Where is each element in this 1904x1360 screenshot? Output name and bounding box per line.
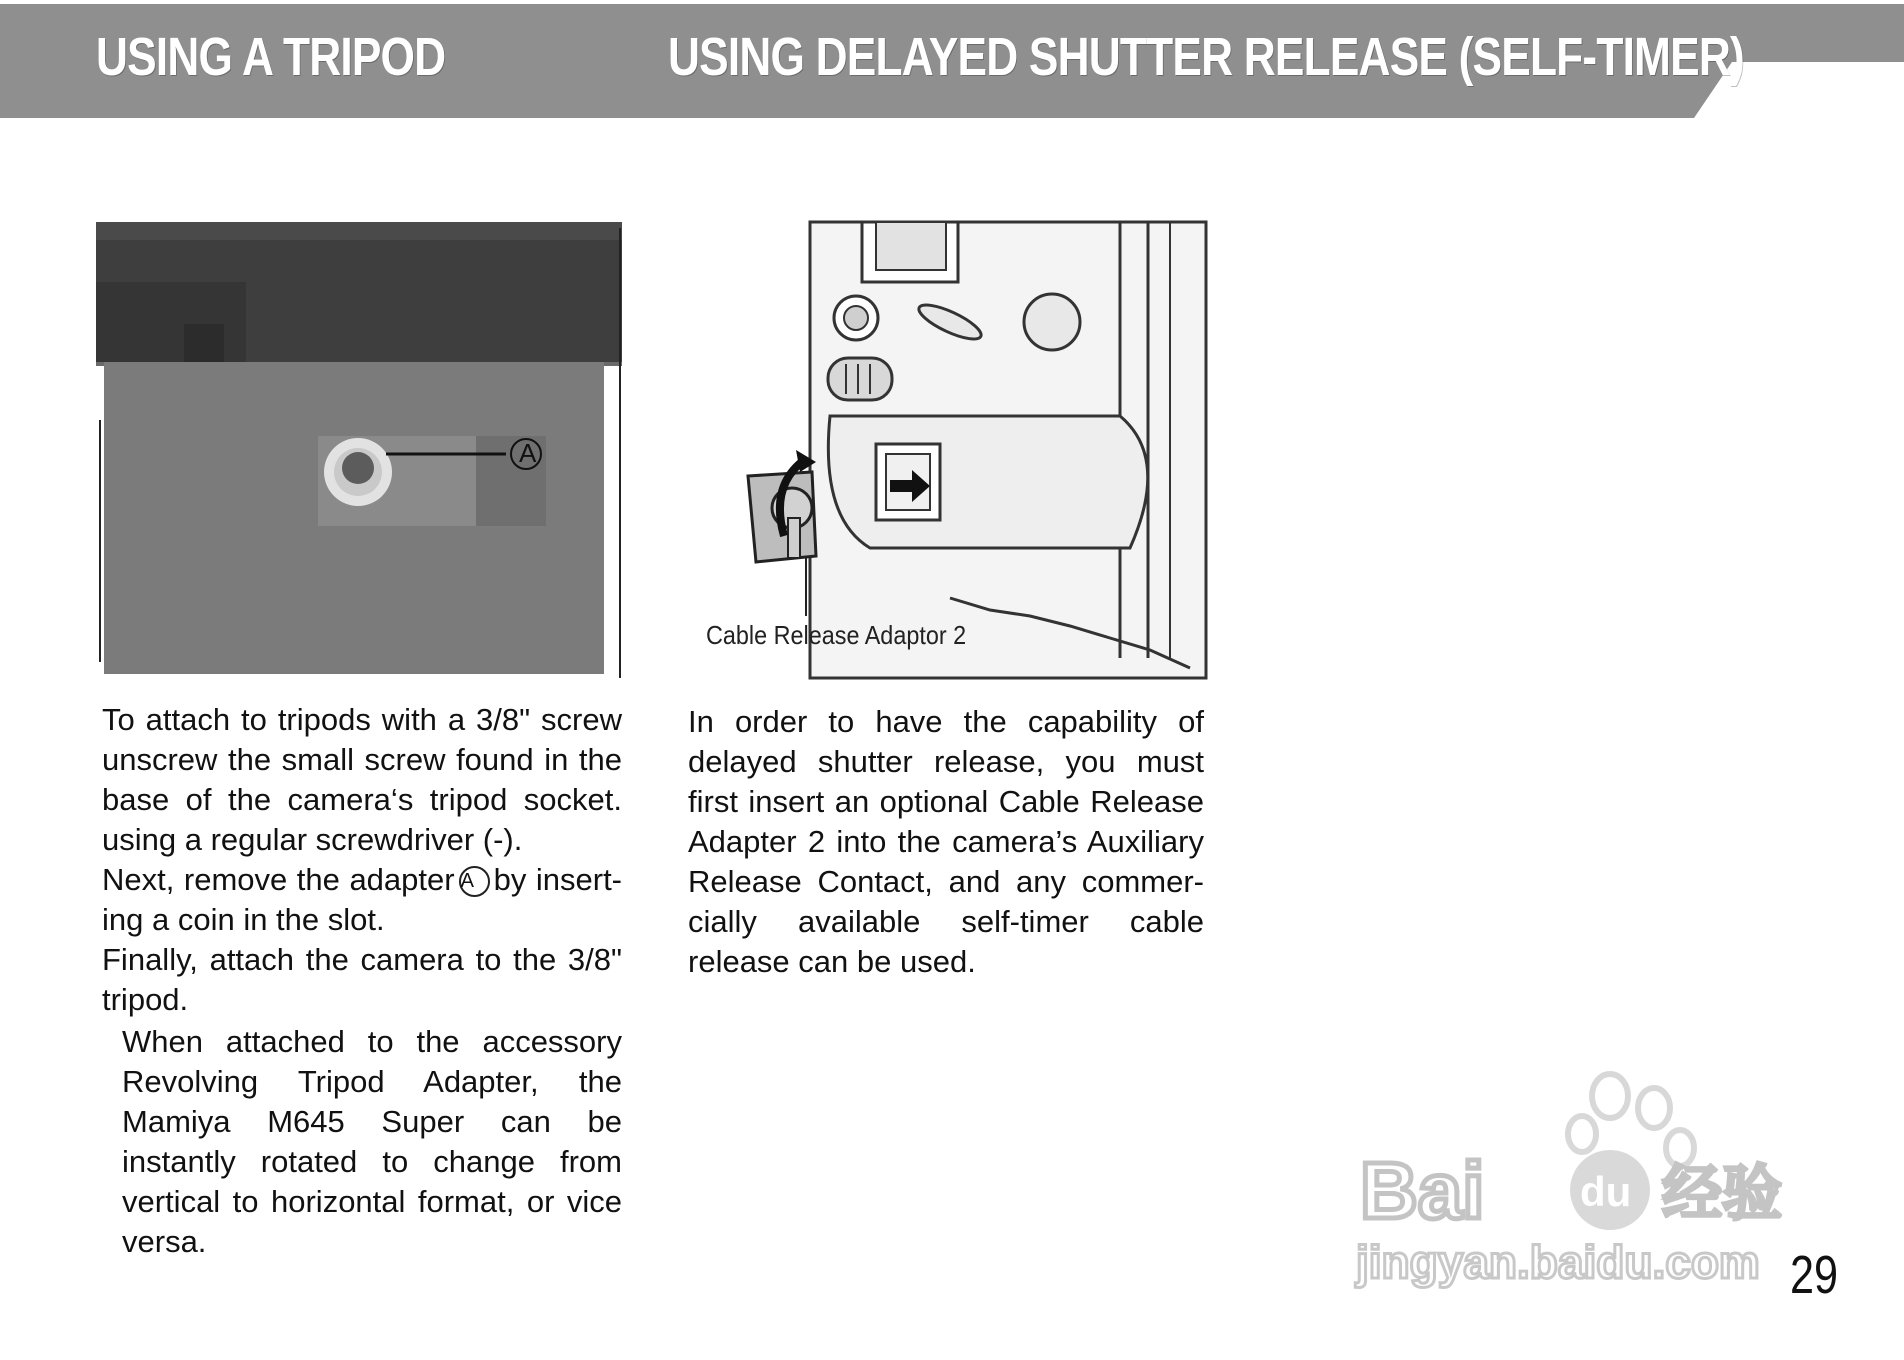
- watermark-brand-du: du: [1580, 1168, 1632, 1215]
- section-title-self-timer: USING DELAYED SHUTTER RELEASE (SELF-TIMER): [668, 27, 1744, 87]
- baidu-jingyan-watermark: [1350, 1068, 1790, 1298]
- tripod-paragraph-1: To attach to tripods with a 3/8" screw unscrew the small screw found in the base of the camera‘s tripod socket. using a regular screwdriver (-).: [102, 702, 622, 857]
- callout-a-badge: A: [459, 866, 490, 897]
- tripod-paragraph-2-end: by insert-ing a coin in the slot.: [102, 862, 623, 937]
- camera-side-illustration: [700, 218, 1208, 680]
- callout-a-label: A: [519, 438, 537, 468]
- revolving-adapter-note: When attached to the accessory Revolving Tripod Adapter, the Mamiya M645 Super can be instantly rotated to change from vertical to horizontal format, or vice versa.: [122, 1024, 622, 1259]
- tripod-socket-photo: [96, 222, 626, 682]
- page-number: 29: [1790, 1245, 1839, 1305]
- cable-release-adaptor-figure: [700, 218, 1208, 680]
- watermark-brand-cn: 经验: [1662, 1159, 1782, 1229]
- section-title-tripod: USING A TRIPOD: [96, 27, 446, 87]
- tripod-socket-illustration: [96, 222, 626, 682]
- watermark-brand: Bai: [1360, 1146, 1485, 1235]
- watermark-graphic: [1350, 1068, 1790, 1298]
- tripod-paragraph-2-start: Next, remove the adapter: [102, 862, 455, 897]
- figure-caption-cable-release-adaptor: Cable Release Adaptor 2: [706, 620, 967, 650]
- self-timer-instructions: In order to have the capability of delayed shutter release, you must first insert an optional Cable Release Adapter 2 into the camera’s Auxiliary Release Contact, and any commer-cially available self-timer cable release can be used.: [688, 704, 1204, 979]
- watermark-url: jingyan.baidu.com: [1356, 1236, 1760, 1288]
- tripod-paragraph-3: Finally, attach the camera to the 3/8" tripod.: [102, 942, 622, 1017]
- tripod-instructions: [102, 700, 622, 1020]
- tripod-paragraph-2: [102, 860, 622, 940]
